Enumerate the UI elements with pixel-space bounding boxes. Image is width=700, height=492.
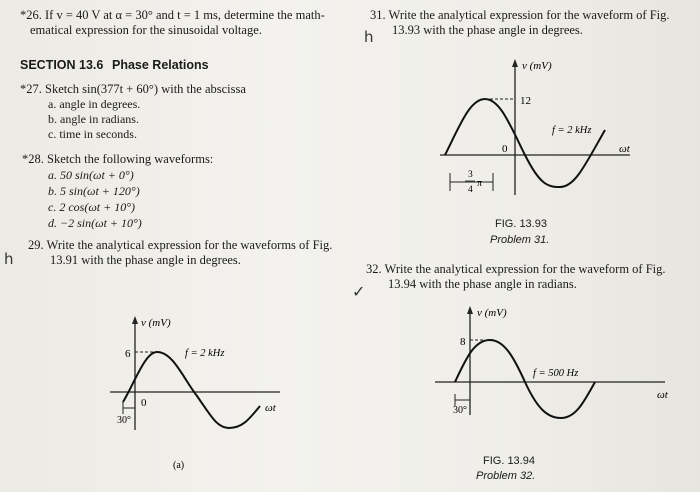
fig94-x-label: ωt: [657, 389, 668, 401]
fig91a-peak-label: 6: [125, 348, 131, 360]
fig91a-x-label: ωt: [265, 402, 276, 414]
problem-27-item-c: c. time in seconds.: [48, 127, 137, 141]
fig93-phase-pi: π: [477, 178, 483, 189]
problem-26-line1: *26. If v = 40 V at α = 30° and t = 1 ms, determine the math-: [20, 8, 325, 22]
problem-32-line2: 13.94 with the phase angle in radians.: [388, 277, 577, 291]
handwritten-h-29: h: [4, 250, 14, 268]
problem-27-item-a: a. angle in degrees.: [48, 97, 141, 111]
fig91a-y-arrow: [132, 316, 138, 324]
fig91a-sub-label: (a): [173, 460, 185, 471]
problem-28-item-a: a. 50 sin(ωt + 0°): [48, 168, 134, 182]
fig91a-phase-label: 30°: [117, 415, 131, 426]
problem-27-stem: *27. Sketch sin(377t + 60°) with the abscissa: [20, 82, 246, 96]
fig93-axis-label: v (mV): [522, 60, 552, 72]
fig94-caption: FIG. 13.94: [483, 455, 535, 467]
problem-31-line2: 13.93 with the phase angle in degrees.: [392, 23, 583, 37]
fig93-peak-label: 12: [520, 95, 531, 107]
problem-28-item-b: b. 5 sin(ωt + 120°): [48, 184, 140, 198]
problem-28-item-d: d. −2 sin(ωt + 10°): [48, 216, 142, 230]
fig93-x-label: ωt: [619, 143, 630, 155]
problem-28-item-c: c. 2 cos(ωt + 10°): [48, 200, 136, 214]
fig93-origin-label: 0: [502, 143, 508, 155]
fig93-problem-label: Problem 31.: [490, 234, 550, 246]
figure-13-93: [430, 55, 640, 205]
fig91a-axis-label: v (mV): [141, 317, 171, 329]
problem-29-line2: 13.91 with the phase angle in degrees.: [50, 253, 241, 267]
handwritten-h-31: h: [364, 28, 374, 46]
problem-32-line1: 32. Write the analytical expression for the waveform of Fig.: [366, 262, 666, 276]
fig94-axis-label: v (mV): [477, 307, 507, 319]
fig91a-freq-label: f = 2 kHz: [185, 348, 225, 359]
fig93-phase-den: 4: [468, 185, 473, 195]
fig93-freq-label: f = 2 kHz: [552, 125, 592, 136]
problem-29-line1: 29. Write the analytical expression for the waveforms of Fig.: [28, 238, 333, 252]
problem-31-line1: 31. Write the analytical expression for the waveform of Fig.: [370, 8, 670, 22]
figure-13-94: [425, 300, 680, 440]
fig94-peak-label: 8: [460, 336, 466, 348]
fig93-phase-num: 3: [468, 170, 473, 180]
fig94-y-arrow: [467, 306, 473, 314]
fig94-phase-label: 30°: [453, 405, 467, 416]
fig94-problem-label: Problem 32.: [476, 470, 536, 482]
fig93-y-arrow: [512, 59, 518, 67]
problem-27-item-b: b. angle in radians.: [48, 112, 139, 126]
fig93-caption: FIG. 13.93: [495, 218, 547, 230]
fig94-waveform: [455, 340, 595, 418]
handwritten-checkmark-32: ✓: [352, 282, 366, 301]
section-title: Phase Relations: [112, 58, 209, 72]
section-number: SECTION 13.6: [20, 58, 104, 72]
fig94-freq-label: f = 500 Hz: [533, 368, 579, 379]
fig91a-origin-label: 0: [141, 397, 147, 409]
fig91a-waveform: [123, 352, 260, 428]
problem-28-stem: *28. Sketch the following waveforms:: [22, 152, 214, 166]
problem-26-line2: ematical expression for the sinusoidal voltage.: [30, 23, 262, 37]
figure-13-91a: [105, 310, 290, 475]
